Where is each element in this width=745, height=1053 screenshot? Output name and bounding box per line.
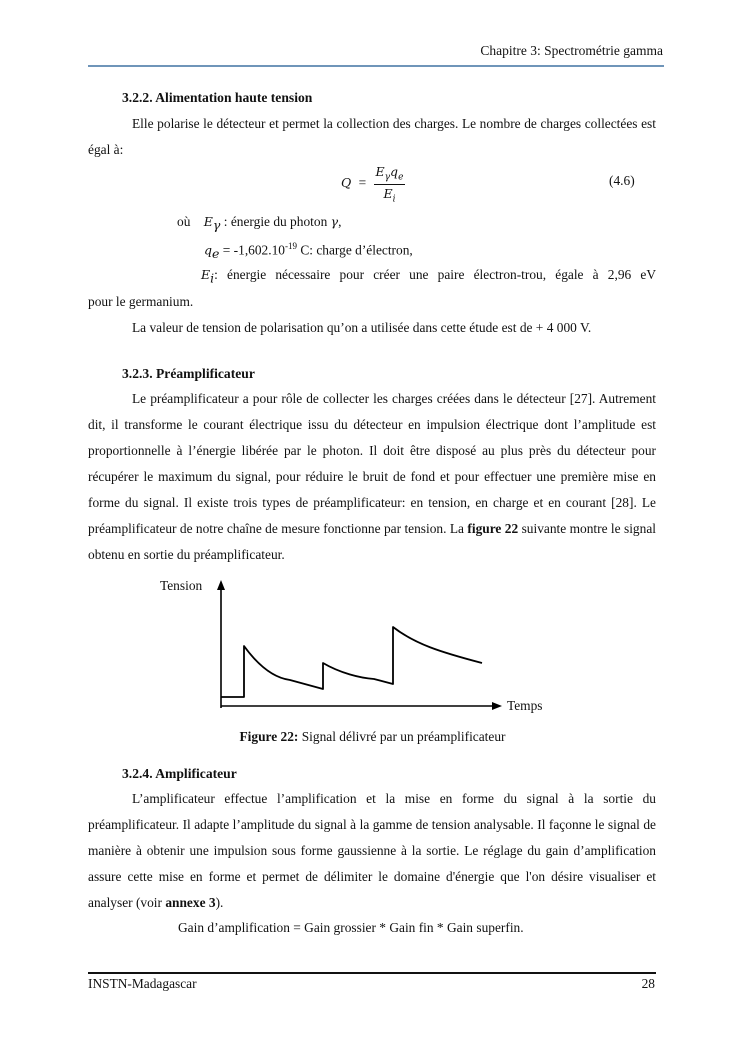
definition-photon-energy: où $E_\gamma$ : énergie du photon γ, [177,214,342,233]
equation-numerator: $E_\gamma q_e$ [375,164,404,183]
footer-rule [88,972,656,974]
gain-formula: Gain d’amplification = Gain grossier * Gain fin * Gain superfin. [178,920,524,935]
x-axis-arrow [492,702,502,710]
heading-3-2-2: 3.2.2. Alimentation haute tension [122,90,313,105]
definition-electron-charge: $q_e = -1,602.10^{-19}$ C: charge d’électron, [204,241,413,262]
equation-lhs: Q [341,175,352,191]
y-axis [217,580,225,708]
figure-22-plot [200,576,510,712]
equation-fraction [374,164,406,204]
heading-3-2-4: 3.2.4. Amplificateur [122,766,237,781]
equation-equals: = [358,175,367,191]
paragraph-preamplifier: Le préamplificateur a pour rôle de collecter les charges créées dans le détecteur [27]. Autrement dit, il transforme le courant électrique issu du détecteur en impulsion électrique dont l’amplitude est proportionnelle à l’énergie libérée par le photon. Il doit être disposé au plus près du détecteur pour récupérer le maximum du signal, pour réduire le bruit de fond et pour effectuer une première mise en forme du signal. Il existe trois types de préamplificateur: en tension, en charge et en courant [28]. Le préamplificateur de notre chaîne de mesure fonctionne par tension. La figure 22 suivante montre le signal obtenu en sortie du préamplificateur. [88,391,656,562]
header-rule [88,65,664,67]
equation-denominator: $E_i$ [383,185,396,204]
figure-y-label: Tension [160,578,203,593]
definition-pair-energy: $E_i$: énergie nécessaire pour créer une paire électron-trou, égale à 2,96 eV [201,267,656,286]
annex-ref: annexe 3 [165,895,216,910]
preamplifier-signal [221,627,482,697]
x-axis [221,702,502,710]
figure-x-label: Temps [507,698,543,713]
heading-3-2-3: 3.2.3. Préamplificateur [122,366,255,381]
equation-number: (4.6) [609,173,635,188]
figure-caption: Figure 22: Signal délivré par un préamplificateur [239,729,506,744]
figure-ref: figure 22 [467,521,519,536]
definition-pair-energy-cont: pour le germanium. [88,294,194,309]
paragraph-bias-voltage: La valeur de tension de polarisation qu’on a utilisée dans cette étude est de + 4 000 V. [132,320,592,335]
chapter-header: Chapitre 3: Spectrométrie gamma [480,43,663,58]
page-number: 28 [641,976,655,991]
paragraph-hv-intro: Elle polarise le détecteur et permet la collection des charges. Le nombre de charges collectées est égal à: [88,116,656,157]
paragraph-amplifier: L’amplificateur effectue l’amplification et la mise en forme du signal à la sortie du préamplificateur. Il adapte l’amplitude du signal à la gamme de tension analysable. Il façonne le signal de manière à obtenir une impulsion sous forme gaussienne à la sortie. Le réglage du gain d’amplification assure cette mise en forme et permet de délimiter le domaine d'énergie que l'on désire visualiser et analyser (voir annexe 3). [88,791,656,910]
equation-4-6 [341,164,405,204]
y-axis-arrow [217,580,225,590]
footer-institution: INSTN-Madagascar [88,976,197,991]
